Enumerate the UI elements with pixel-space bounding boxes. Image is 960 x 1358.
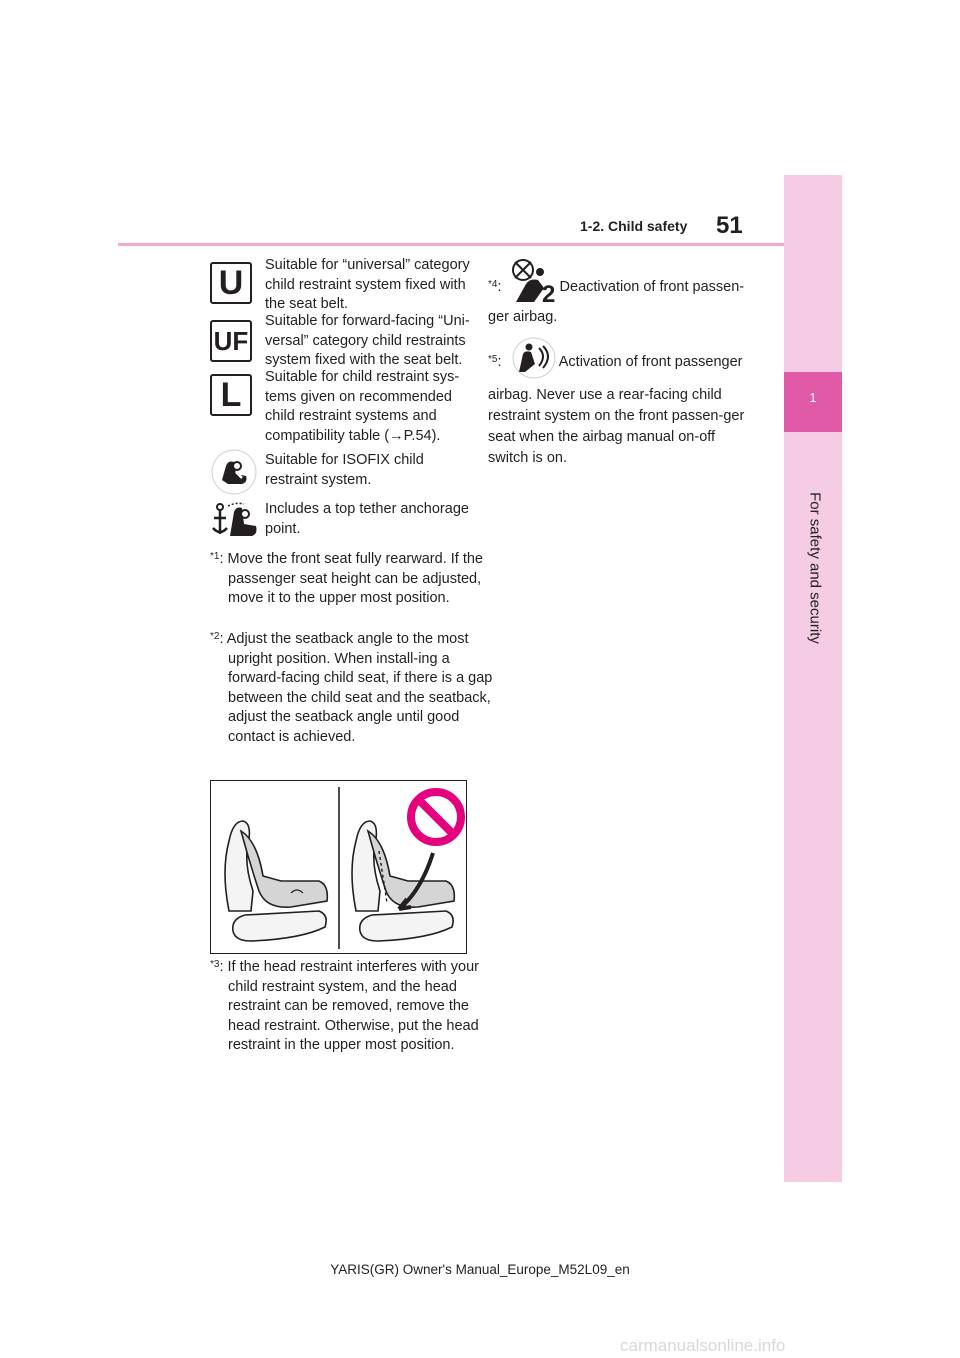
header-rule (118, 243, 784, 246)
note-4-text-first: Deactivation of front passen- (555, 279, 745, 295)
note-5-text-first: Activation of front passenger (555, 354, 743, 370)
note-4-mark: *4 (488, 279, 498, 290)
isofix-description: Suitable for ISOFIX child restraint system. (265, 452, 424, 488)
chapter-title: For safety and security (806, 492, 824, 644)
specific-vehicle-description: Suitable for child restraint sys-tems given on recommended child restraint systems and compatibility table (→P.54). (265, 369, 460, 444)
note-1-text: : Move the front seat fully rearward. If the passenger seat height can be adjusted, move it to the upper most position. (219, 551, 483, 607)
note-4-lead: : (497, 279, 506, 295)
airbag-deactivated-icon (510, 258, 562, 304)
watermark: carmanualsonline.info (620, 1336, 786, 1355)
note-5-mark: *5 (488, 354, 498, 365)
universal-symbol: U (210, 262, 252, 304)
top-tether-anchor-icon (210, 500, 260, 540)
chapter-number: 1 (809, 390, 817, 405)
isofix-child-seat-icon (210, 448, 258, 496)
note-5-lead: : (497, 354, 506, 370)
specific-vehicle-symbol: L (210, 374, 252, 416)
note-4-rest: ger airbag. (488, 309, 558, 325)
note-3 (210, 958, 498, 1056)
prohibited-icon (411, 792, 461, 842)
universal-forward-description: Suitable for forward-facing “Uni-versal” category child restraints system fixed with the seat belt. (265, 313, 470, 369)
page-number: 51 (716, 212, 743, 239)
airbag-activated-icon (511, 336, 557, 380)
note-1 (210, 550, 498, 609)
note-2-mark: *2 (210, 631, 220, 642)
note-1-mark: *1 (210, 551, 220, 562)
note-3-mark: *3 (210, 959, 220, 970)
note-2-text: : Adjust the seatback angle to the most upright position. When install-ing a forward-facing child seat, if there is a gap between the child seat and the seatback, adjust the seatback angle until good contact is achieved. (219, 631, 493, 745)
svg-text:2: 2 (542, 281, 556, 304)
footer-manual-id: YARIS(GR) Owner's Manual_Europe_M52L09_en (330, 1262, 630, 1277)
top-tether-description: Includes a top tether anchorage point. (265, 501, 469, 537)
section-title: 1-2. Child safety (580, 218, 688, 234)
note-3-text: : If the head restraint interferes with your child restraint system, and the head restraint can be removed, remove the head restraint. Otherwise, put the head restraint in the upper most position. (219, 959, 479, 1054)
seat-adjustment-figure (210, 780, 467, 954)
universal-description: Suitable for “universal” category child restraint system fixed with the seat belt. (265, 257, 470, 313)
note-2 (210, 630, 498, 748)
chapter-side-band (784, 175, 842, 1182)
note-5-rest: airbag. Never use a rear-facing child restraint system on the front passen-ger seat when the airbag manual on-off switch is on. (488, 387, 745, 466)
universal-forward-symbol: UF (210, 320, 252, 362)
